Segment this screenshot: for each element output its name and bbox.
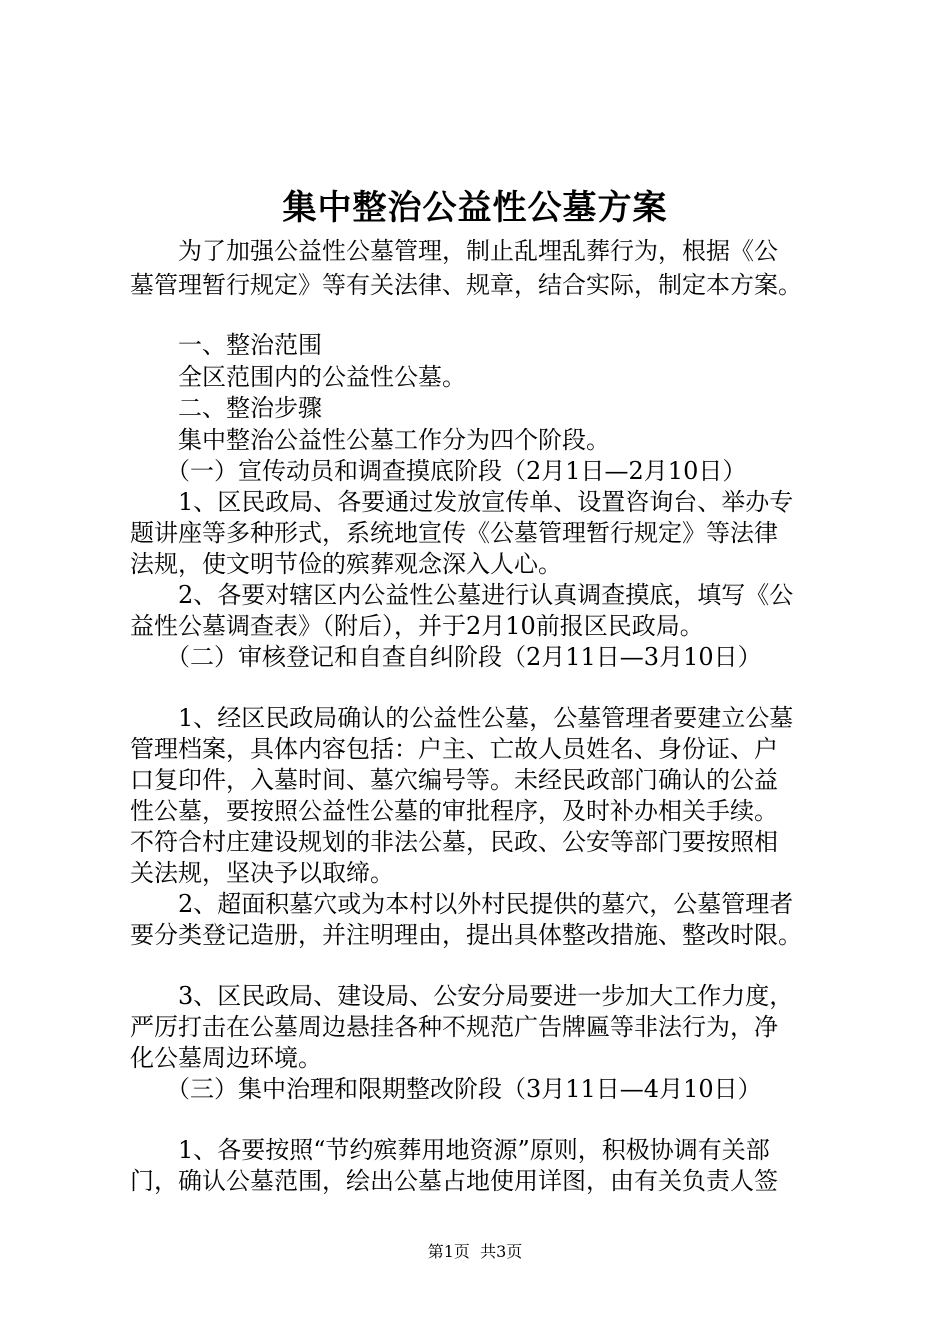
paragraph-line: 不符合村庄建设规划的非法公墓，民政、公安等部门要按照相 [130,828,778,856]
paragraph-line: 3、区民政局、建设局、公安分局要进一步加大工作力度， [130,982,794,1010]
paragraph-line: 门，确认公墓范围，绘出公墓占地使用详图，由有关负责人签 [130,1167,778,1195]
paragraph-line: 集中整治公益性公墓工作分为四个阶段。 [130,426,610,454]
subsection-heading: （三）集中治理和限期整改阶段（3月11日—4月10日） [130,1075,762,1103]
paragraph-line: 管理档案，具体内容包括：户主、亡故人员姓名、身份证、户 [130,735,778,763]
paragraph-line: 2、各要对辖区内公益性公墓进行认真调查摸底，填写《公 [130,581,794,609]
section-heading: 一、整治范围 [130,331,322,359]
paragraph-line: 全区范围内的公益性公墓。 [130,363,466,391]
paragraph-line: 2、超面积墓穴或为本村以外村民提供的墓穴，公墓管理者 [130,890,794,918]
paragraph-line: 为了加强公益性公墓管理，制止乱埋乱葬行为，根据《公 [130,237,778,265]
document-title: 集中整治公益性公墓方案 [282,188,668,228]
paragraph-line: 法规，使文明节俭的殡葬观念深入人心。 [130,550,562,578]
paragraph-line: 1、经区民政局确认的公益性公墓，公墓管理者要建立公墓 [130,704,794,732]
subsection-heading: （一）宣传动员和调查摸底阶段（2月1日—2月10日） [130,457,747,485]
paragraph-line: 要分类登记造册，并注明理由，提出具体整改措施、整改时限。 [130,921,802,949]
paragraph-line: 关法规，坚决予以取缔。 [130,859,394,887]
subsection-heading: （二）审核登记和自查自纠阶段（2月11日—3月10日） [130,643,762,671]
paragraph-line: 益性公墓调查表》（附后），并于2月10前报区民政局。 [130,612,704,640]
paragraph-line: 墓管理暂行规定》等有关法律、规章，结合实际，制定本方案。 [130,271,802,299]
paragraph-line: 1、区民政局、各要通过发放宣传单、设置咨询台、举办专 [130,488,794,516]
paragraph-line: 严厉打击在公墓周边悬挂各种不规范广告牌匾等非法行为，净 [130,1013,778,1041]
section-heading: 二、整治步骤 [130,394,322,422]
paragraph-line: 性公墓，要按照公益性公墓的审批程序，及时补办相关手续。 [130,797,778,825]
paragraph-line: 口复印件，入墓时间、墓穴编号等。未经民政部门确认的公益 [130,766,778,794]
paragraph-line: 化公墓周边环境。 [130,1044,322,1072]
page-footer: 第1页 共3页 [427,1242,523,1261]
paragraph-line: 题讲座等多种形式，系统地宣传《公墓管理暂行规定》等法律 [130,519,778,547]
paragraph-line: 1、各要按照“节约殡葬用地资源”原则，积极协调有关部 [130,1136,770,1164]
